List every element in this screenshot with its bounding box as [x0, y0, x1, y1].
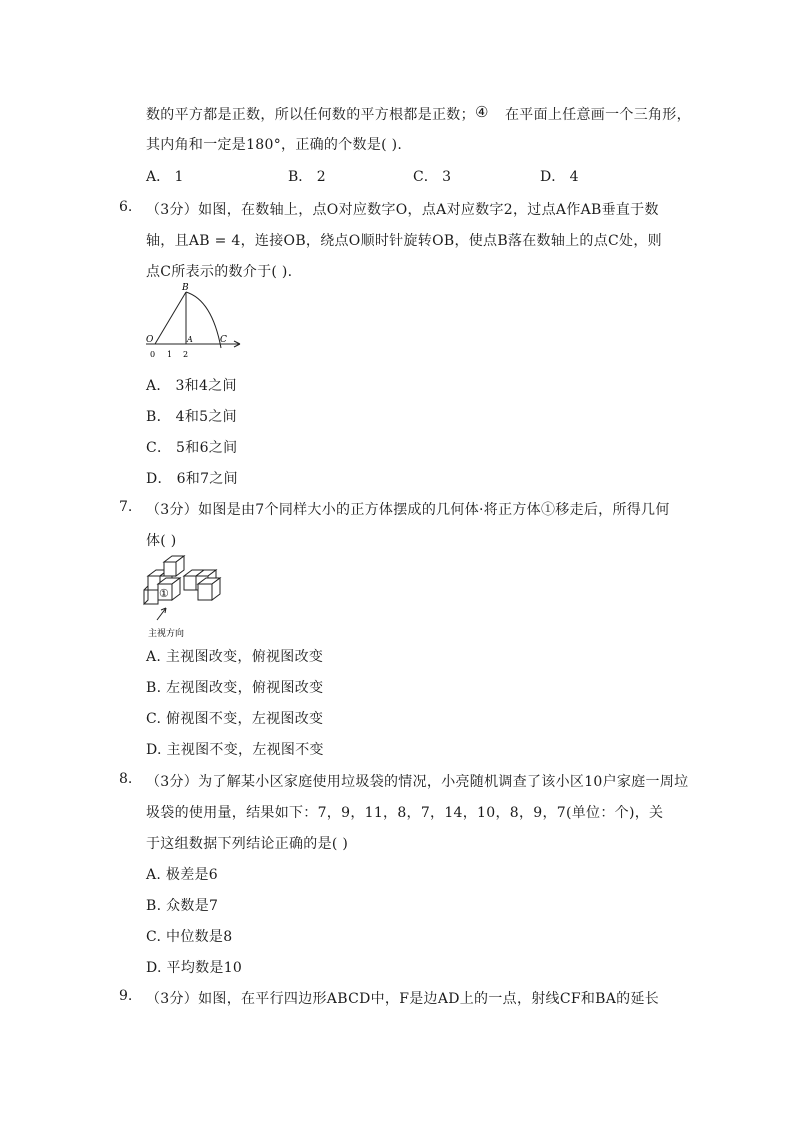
q6-option-d[interactable]: D． 6和7之间: [146, 471, 238, 487]
q7-option-b[interactable]: B. 左视图改变，俯视图改变: [146, 680, 324, 696]
q8-number: 8.: [119, 771, 133, 787]
q8-line-1: （3分）为了解某小区家庭使用垃圾袋的情况，小亮随机调查了该小区10户家庭一周垃: [146, 774, 689, 790]
q6-line-1: （3分）如图，在数轴上，点O对应数字O，点A对应数字2，过点A作AB垂直于数: [146, 202, 659, 218]
q5-line-1a: 数的平方都是正数，所以任何数的平方根都是正数；: [146, 107, 475, 123]
q7-option-d[interactable]: D. 主视图不变，左视图不变: [146, 742, 324, 758]
label-c: C: [220, 335, 227, 345]
q6-option-c[interactable]: C． 5和6之间: [146, 440, 238, 456]
q7-line-2: 体( ): [146, 533, 177, 549]
tick-label-0: 0: [150, 350, 156, 359]
number-line-figure: [140, 282, 250, 364]
q6-line-2: 轴，且AB = 4，连接OB，绕点O顺时针旋转OB，使点B落在数轴上的点C处，则: [146, 233, 662, 249]
q7-option-a[interactable]: A. 主视图改变，俯视图改变: [146, 649, 324, 665]
view-direction-caption: 主视方向: [148, 629, 185, 639]
q8-line-2: 圾袋的使用量，结果如下：7，9，11，8，7，14，10，8，9，7(单位：个)，关: [146, 805, 664, 821]
q8-option-d[interactable]: D. 平均数是10: [146, 960, 243, 976]
q9-line-1: （3分）如图，在平行四边形ABCD中，F是边AD上的一点，射线CF和BA的延长: [146, 991, 660, 1007]
tick-label-2: 2: [183, 350, 189, 359]
circled-number-4: ④: [475, 103, 489, 121]
label-b: B: [182, 283, 189, 293]
q8-option-c[interactable]: C. 中位数是8: [146, 929, 233, 945]
q6-line-3: 点C所表示的数介于( ).: [146, 264, 293, 280]
q7-line-1: （3分）如图是由7个同样大小的正方体摆成的几何体·将正方体①移走后，所得几何: [146, 502, 670, 518]
q6-option-a[interactable]: A． 3和4之间: [146, 378, 237, 394]
q7-option-c[interactable]: C. 俯视图不变，左视图改变: [146, 711, 324, 727]
q9-number: 9.: [119, 988, 133, 1004]
cube-figure: [140, 552, 235, 642]
q8-option-b[interactable]: B. 众数是7: [146, 898, 219, 914]
q5-line-2: 其内角和一定是180°，正确的个数是( ).: [146, 137, 403, 153]
q8-option-a[interactable]: A. 极差是6: [146, 867, 219, 883]
q7-number: 7.: [119, 499, 133, 515]
label-o: O: [146, 335, 154, 345]
tick-label-1: 1: [167, 350, 173, 359]
cube-marker: ①: [159, 587, 169, 600]
q5-option-d[interactable]: D． 4: [540, 169, 579, 185]
q5-option-a[interactable]: A． 1: [146, 169, 184, 185]
segment-ob: [155, 292, 186, 344]
q8-line-3: 于这组数据下列结论正确的是( ): [146, 836, 349, 852]
q5-line-1b: 在平面上任意画一个三角形，: [505, 107, 691, 123]
q6-option-b[interactable]: B． 4和5之间: [146, 409, 237, 425]
q5-option-c[interactable]: C． 3: [413, 169, 452, 185]
label-a: A: [187, 335, 193, 344]
q6-number: 6.: [119, 199, 133, 215]
q5-option-b[interactable]: B． 2: [288, 169, 326, 185]
